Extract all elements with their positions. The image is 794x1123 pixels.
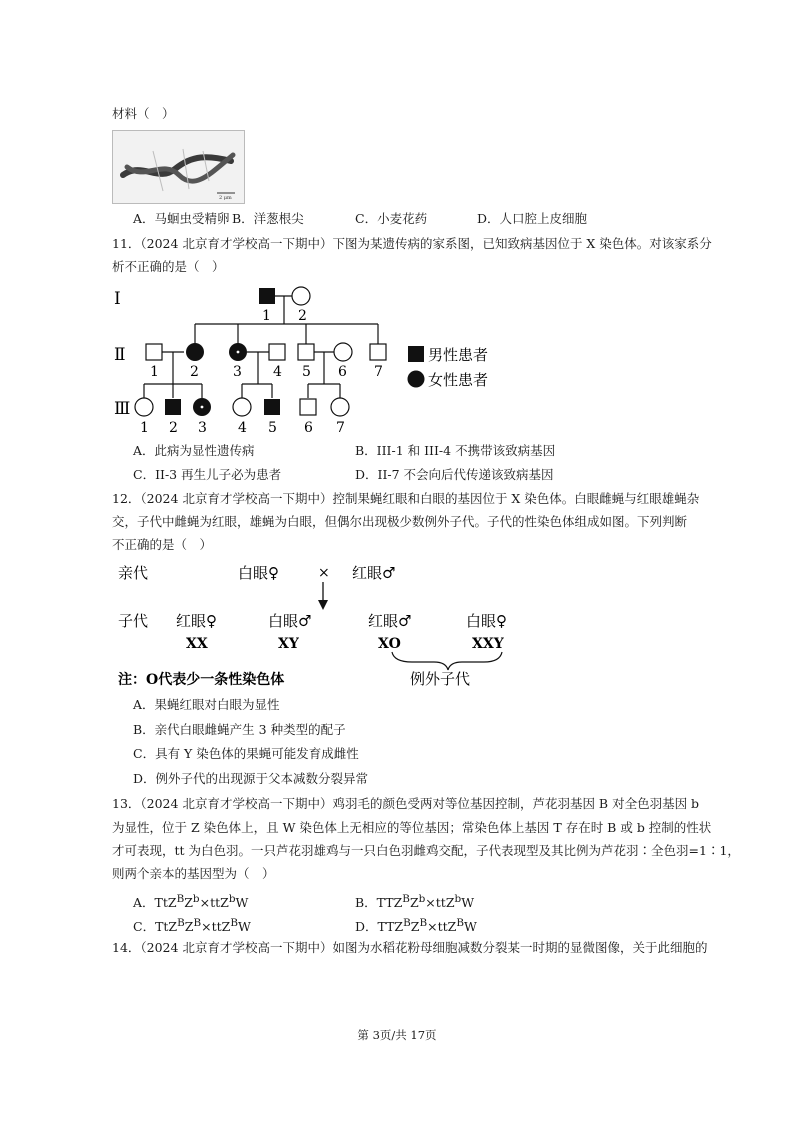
fruitfly-cross-diagram xyxy=(112,558,532,690)
q13-option-b: B．$TTZ^BZ^b\times ttZ^bW$ xyxy=(355,893,475,911)
q12-stem-line1: 12．（2024 北京育才学校高一下期中）控制果蝇红眼和白眼的基因位于 X 染色体。白眼雌蝇与红眼雄蝇杂 xyxy=(112,491,700,506)
pedigree-num: 3 xyxy=(198,420,207,436)
legend-male-label: 男性患者 xyxy=(428,346,489,364)
q12-stem-line3: 不正确的是（ ） xyxy=(112,537,213,552)
q13-stem-line1: 13．（2024 北京育才学校高一下期中）鸡羽毛的颜色受两对等位基因控制，芦花羽基因 B 对全色羽基因 b xyxy=(112,796,700,811)
q12-option-a: A．果蝇红眼对白眼为显性 xyxy=(133,697,280,712)
q10-option-b: B．洋葱根尖 xyxy=(232,211,304,226)
q13-option-c: C．$TtZ^BZ^B\times ttZ^BW$ xyxy=(133,917,251,935)
pedigree-I2-female xyxy=(292,287,310,305)
pedigree-I1-affected-male xyxy=(259,288,275,304)
child-pheno: 白眼♀ xyxy=(466,612,507,630)
parent-male-label: 红眼♂ xyxy=(352,564,396,582)
pedigree-num: 5 xyxy=(302,364,311,380)
child-geno: XX xyxy=(186,636,208,652)
pedigree-II1-male xyxy=(146,344,162,360)
child-geno: XO xyxy=(378,636,401,652)
q12-option-b: B．亲代白眼雌蝇产生 3 种类型的配子 xyxy=(133,722,346,737)
q11-stem-line2: 析不正确的是（ ） xyxy=(112,259,225,274)
q10-stem-tail: 材料（ ） xyxy=(112,106,175,121)
q12-option-d: D．例外子代的出现源于父本减数分裂异常 xyxy=(133,771,369,786)
q11-option-a: A．此病为显性遗传病 xyxy=(133,443,255,458)
pedigree-num: 6 xyxy=(304,420,313,436)
pedigree-num: 7 xyxy=(336,420,345,436)
child-geno: XXY xyxy=(472,636,504,652)
q13-stem-line2: 为显性，位于 Z 染色体上，且 W 染色体上无相应的等位基因；常染色体上基因 T 存在时 B 或 b 控制的性状 xyxy=(112,820,712,835)
page-footer: 第 3页/共 17页 xyxy=(357,1028,437,1042)
pedigree-num: 1 xyxy=(262,308,271,324)
pedigree-num: 2 xyxy=(298,308,307,324)
legend-female-affected-icon xyxy=(408,371,425,388)
child-pheno: 红眼♀ xyxy=(176,612,217,630)
pedigree-num: 1 xyxy=(150,364,159,380)
cross-symbol: × xyxy=(318,565,330,581)
q10-option-a: A．马蛔虫受精卵 xyxy=(133,211,230,226)
pedigree-num: 2 xyxy=(169,420,178,436)
q11-option-d: D．II-7 不会向后代传递该致病基因 xyxy=(355,467,554,482)
pedigree-III7-female xyxy=(331,398,349,416)
child-geno: XY xyxy=(278,636,299,652)
pedigree-III6-male xyxy=(300,399,316,415)
pedigree-num: 3 xyxy=(233,364,242,380)
legend-male-affected-icon xyxy=(408,346,424,362)
pedigree-num: 7 xyxy=(374,364,383,380)
child-gen-label: 子代 xyxy=(118,612,149,630)
q13-option-d: D．$TTZ^BZ^B\times ttZ^BW$ xyxy=(355,917,477,935)
gen-label-1: Ⅰ xyxy=(114,289,121,309)
q14-stem-line1: 14．（2024 北京育才学校高一下期中）如图为水稻花粉母细胞减数分裂某一时期的显微图像，关于此细胞的 xyxy=(112,940,708,955)
pedigree-III1-female xyxy=(135,398,153,416)
exception-brace xyxy=(392,652,502,670)
q10-option-c: C．小麦花药 xyxy=(355,211,428,226)
child-pheno: 白眼♂ xyxy=(268,612,312,630)
q10-micrograph xyxy=(112,130,245,204)
pedigree-III2-affected-male xyxy=(165,399,181,415)
q12-option-c: C．具有 Y 染色体的果蝇可能发育成雌性 xyxy=(133,746,359,761)
q11-option-b: B．III-1 和 III-4 不携带该致病基因 xyxy=(355,443,556,458)
q13-stem-line3: 才可表现，tt 为白色羽。一只芦花羽雄鸡与一只白色羽雌鸡交配，子代表现型及其比例为芦花羽∶全色羽=1∶1， xyxy=(112,843,740,858)
legend-female-label: 女性患者 xyxy=(428,371,489,389)
pedigree-III4-female xyxy=(233,398,251,416)
pedigree-chart xyxy=(110,282,530,442)
q11-option-c: C．II-3 再生儿子必为患者 xyxy=(133,467,282,482)
parent-female-label: 白眼♀ xyxy=(238,564,279,582)
cross-arrow xyxy=(318,600,328,610)
pedigree-II6-female xyxy=(334,343,352,361)
pedigree-num: 4 xyxy=(238,420,247,436)
diagram-note: 注：O代表少一条性染色体 xyxy=(118,672,285,688)
scale-bar-label: 2 μm xyxy=(219,195,232,201)
q10-option-d: D．人口腔上皮细胞 xyxy=(477,211,588,226)
gen-label-2: Ⅱ xyxy=(114,345,126,365)
parent-gen-label: 亲代 xyxy=(118,564,149,582)
pedigree-III5-affected-male xyxy=(264,399,280,415)
q12-stem-line2: 交，子代中雌蝇为红眼，雄蝇为白眼，但偶尔出现极少数例外子代。子代的性染色体组成如图。下列判断 xyxy=(112,514,688,529)
pedigree-num: 4 xyxy=(273,364,282,380)
gen-label-3: Ⅲ xyxy=(114,399,131,419)
pedigree-II4-male xyxy=(269,344,285,360)
child-pheno: 红眼♂ xyxy=(368,612,412,630)
pedigree-II2-affected-female xyxy=(186,343,204,361)
exception-label: 例外子代 xyxy=(410,670,471,688)
pedigree-num: 2 xyxy=(190,364,199,380)
pedigree-II7-male xyxy=(370,344,386,360)
pedigree-num: 5 xyxy=(268,420,277,436)
pedigree-II5-male xyxy=(298,344,314,360)
pedigree-num: 1 xyxy=(140,420,149,436)
q13-stem-line4: 则两个亲本的基因型为（ ） xyxy=(112,866,275,881)
q13-option-a: A．$TtZ^BZ^b\times ttZ^bW$ xyxy=(133,893,249,911)
q11-stem-line1: 11．（2024 北京育才学校高一下期中）下图为某遗传病的家系图，已知致病基因位于 X 染色体。对该家系分 xyxy=(112,236,712,251)
pedigree-num: 6 xyxy=(338,364,347,380)
